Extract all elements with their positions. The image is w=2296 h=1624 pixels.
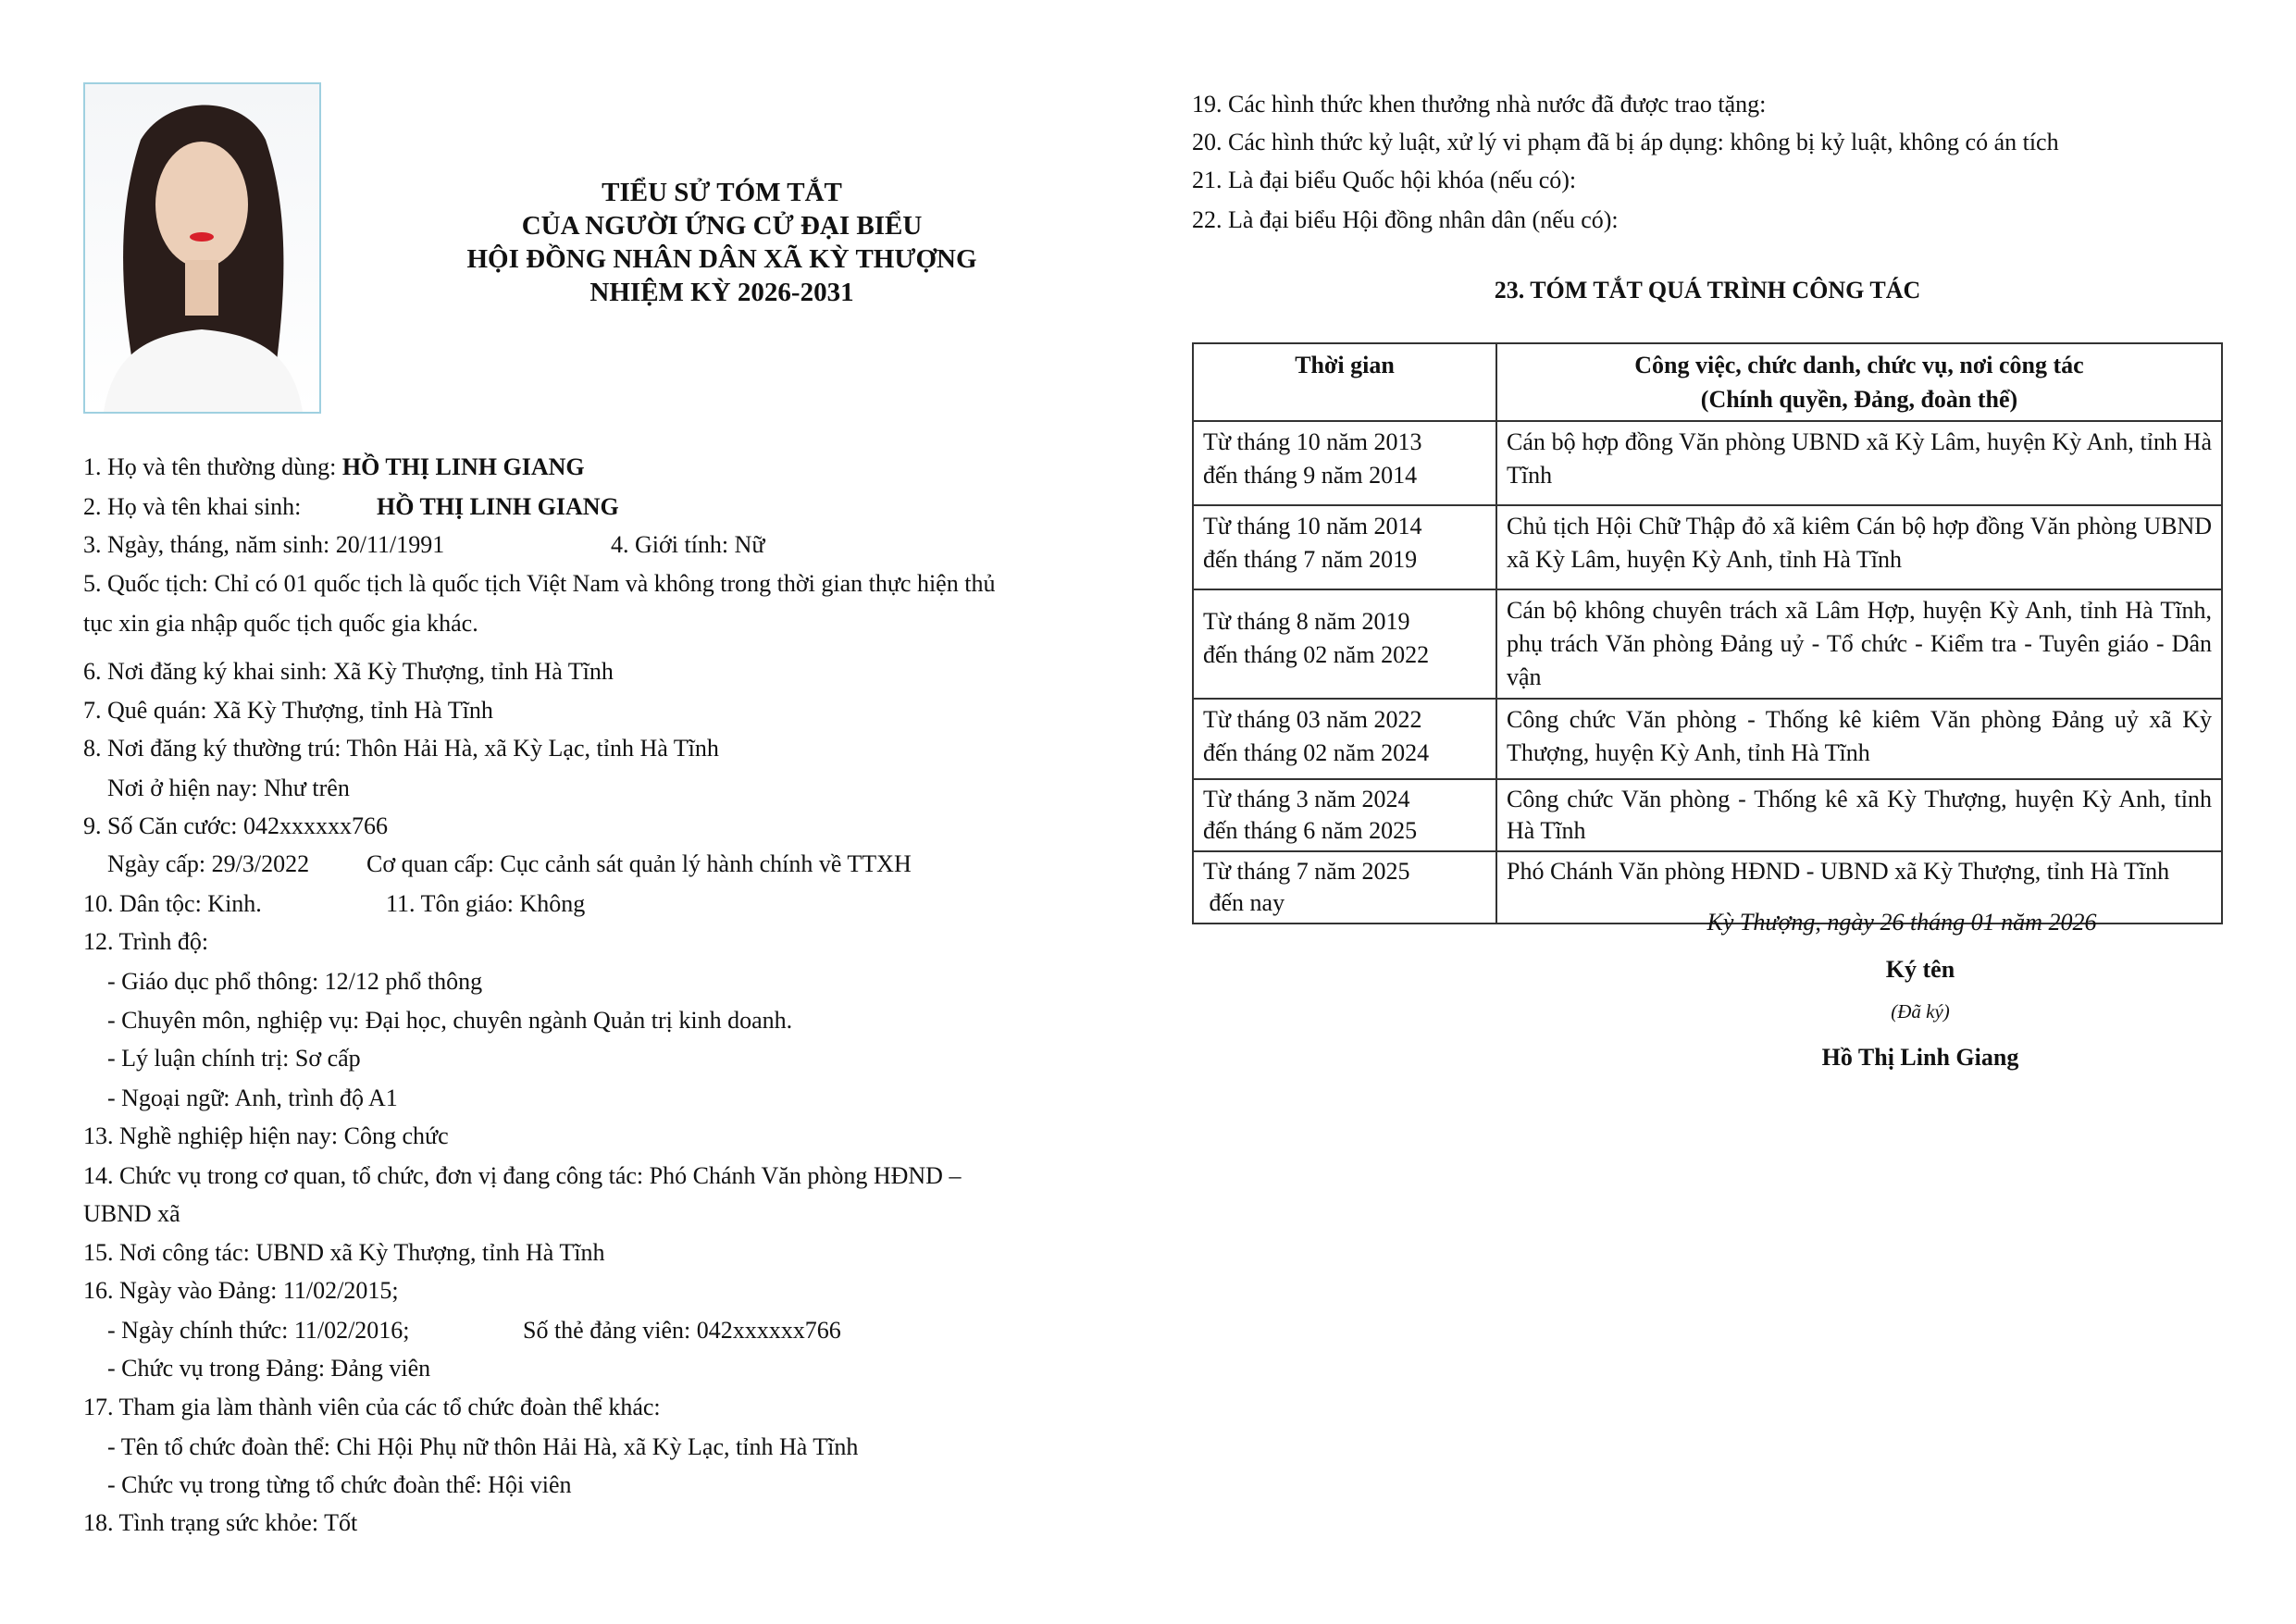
signer-name: Hồ Thị Linh Giang [1821, 1044, 2019, 1071]
header-work-line: Công việc, chức danh, chức vụ, nơi công tác [1634, 352, 2084, 378]
period [1193, 779, 1496, 851]
table-row [1193, 779, 2222, 851]
item-7: 7. Quê quán: Xã Kỳ Thượng, tỉnh Hà Tĩnh [83, 697, 493, 724]
item-12: 12. Trình độ: [83, 928, 209, 955]
table-row [1193, 421, 2222, 505]
period-to: đến tháng 7 năm 2019 [1203, 546, 1418, 573]
item-17b: - Chức vụ trong từng tổ chức đoàn thể: Hội viên [107, 1471, 572, 1498]
table-row [1193, 699, 2222, 779]
work: Công chức Văn phòng - Thống kê kiêm Văn phòng Đảng uỷ xã Kỳ Thượng, huyện Kỳ Anh, tỉnh Hà Tĩnh [1496, 699, 2222, 779]
period-from: Từ tháng 10 năm 2013 [1203, 428, 1422, 455]
item-16-card: Số thẻ đảng viên: 042xxxxxx766 [523, 1317, 841, 1344]
table-header-row [1193, 343, 2222, 421]
period [1193, 505, 1496, 589]
item-12a: - Giáo dục phổ thông: 12/12 phổ thông [107, 968, 483, 995]
item-16a: - Ngày chính thức: 11/02/2016; [107, 1317, 410, 1344]
work: Cán bộ hợp đồng Văn phòng UBND xã Kỳ Lâm, huyện Kỳ Anh, tỉnh Hà Tĩnh [1496, 421, 2222, 505]
title-line: HỘI ĐỒNG NHÂN DÂN XÃ KỲ THƯỢNG [466, 244, 977, 274]
item-12d: - Ngoại ngữ: Anh, trình độ A1 [107, 1085, 398, 1111]
period [1193, 851, 1496, 924]
header-work-line: (Chính quyền, Đảng, đoàn thể) [1700, 386, 2018, 413]
item-3: 3. Ngày, tháng, năm sinh: 20/11/1991 [83, 531, 445, 558]
title-line: NHIỆM KỲ 2026-2031 [590, 278, 854, 307]
header-period: Thời gian [1193, 343, 1496, 421]
item-21: 21. Là đại biểu Quốc hội khóa (nếu có): [1192, 167, 1577, 193]
candidate-photo [83, 82, 321, 414]
period-to: đến nay [1203, 889, 1285, 916]
item-15: 15. Nơi công tác: UBND xã Kỳ Thượng, tỉnh Hà Tĩnh [83, 1239, 605, 1266]
item-9-issuer: Cơ quan cấp: Cục cảnh sát quản lý hành chính về TTXH [366, 850, 912, 877]
sign-label: Ký tên [1885, 956, 1955, 983]
item-14: 14. Chức vụ trong cơ quan, tổ chức, đơn vị đang công tác: Phó Chánh Văn phòng HĐND – [83, 1162, 962, 1189]
period-to: đến tháng 02 năm 2024 [1203, 739, 1430, 766]
item-9-date: Ngày cấp: 29/3/2022 [107, 850, 310, 877]
title-line: CỦA NGƯỜI ỨNG CỬ ĐẠI BIỂU [521, 211, 923, 241]
period [1193, 589, 1496, 699]
table-row [1193, 505, 2222, 589]
label: 1. Họ và tên thường dùng: [83, 453, 337, 480]
work: Cán bộ không chuyên trách xã Lâm Hợp, huyện Kỳ Anh, tỉnh Hà Tĩnh, phụ trách Văn phòng Đảng uỷ - Tổ chức - Kiểm tra - Tuyên giáo - Dân vận [1496, 589, 2222, 699]
period-from: Từ tháng 7 năm 2025 [1203, 858, 1410, 885]
item-10: 10. Dân tộc: Kinh. [83, 890, 262, 917]
item-8: 8. Nơi đăng ký thường trú: Thôn Hải Hà, xã Kỳ Lạc, tỉnh Hà Tĩnh [83, 735, 719, 762]
period [1193, 699, 1496, 779]
period-from: Từ tháng 03 năm 2022 [1203, 706, 1422, 733]
period-from: Từ tháng 3 năm 2024 [1203, 786, 1410, 812]
item-13: 13. Nghề nghiệp hiện nay: Công chức [83, 1122, 449, 1149]
item-19: 19. Các hình thức khen thưởng nhà nước đã được trao tặng: [1192, 91, 1767, 118]
item-5: 5. Quốc tịch: Chỉ có 01 quốc tịch là quốc tịch Việt Nam và không trong thời gian thực hiện thủ [83, 570, 996, 597]
item-9: 9. Số Căn cước: 042xxxxxx766 [83, 812, 388, 839]
period-to: đến tháng 9 năm 2014 [1203, 462, 1418, 489]
item-17: 17. Tham gia làm thành viên của các tổ chức đoàn thể khác: [83, 1394, 661, 1420]
section-23-heading: 23. TÓM TẮT QUÁ TRÌNH CÔNG TÁC [1494, 277, 1921, 304]
item-22: 22. Là đại biểu Hội đồng nhân dân (nếu có): [1192, 206, 1619, 233]
signed-note: (Đã ký) [1891, 1000, 1950, 1023]
item-12b: - Chuyên môn, nghiệp vụ: Đại học, chuyên ngành Quản trị kinh doanh. [107, 1007, 793, 1034]
work: Công chức Văn phòng - Thống kê xã Kỳ Thượng, huyện Kỳ Anh, tỉnh Hà Tĩnh [1496, 779, 2222, 851]
item-14-cont: UBND xã [83, 1200, 180, 1227]
item-20: 20. Các hình thức kỷ luật, xử lý vi phạm đã bị áp dụng: không bị kỷ luật, không có án tích [1192, 129, 2059, 155]
period-from: Từ tháng 8 năm 2019 [1203, 608, 1410, 635]
period-from: Từ tháng 10 năm 2014 [1203, 513, 1422, 539]
item-8-current: Nơi ở hiện nay: Như trên [107, 775, 350, 801]
item-4: 4. Giới tính: Nữ [611, 531, 765, 558]
header-work [1496, 343, 2222, 421]
period [1193, 421, 1496, 505]
item-16c: - Chức vụ trong Đảng: Đảng viên [107, 1355, 431, 1382]
title-line: TIỂU SỬ TÓM TẮT [602, 178, 842, 207]
item-2: 2. Họ và tên khai sinh: [83, 493, 302, 520]
sign-date: Kỳ Thượng, ngày 26 tháng 01 năm 2026 [1706, 909, 2097, 936]
work: Phó Chánh Văn phòng HĐND - UBND xã Kỳ Thượng, tỉnh Hà Tĩnh [1496, 851, 2222, 924]
item-5-cont: tục xin gia nhập quốc tịch quốc gia khác. [83, 610, 478, 637]
work-history-table [1192, 342, 2223, 924]
work: Chủ tịch Hội Chữ Thập đỏ xã kiêm Cán bộ hợp đồng Văn phòng UBND xã Kỳ Lâm, huyện Kỳ Anh, tỉnh Hà Tĩnh [1496, 505, 2222, 589]
item-12c: - Lý luận chính trị: Sơ cấp [107, 1045, 361, 1072]
item-1 [83, 452, 585, 482]
period-to: đến tháng 6 năm 2025 [1203, 817, 1418, 844]
item-11: 11. Tôn giáo: Không [386, 890, 586, 917]
item-17a: - Tên tổ chức đoàn thể: Chi Hội Phụ nữ thôn Hải Hà, xã Kỳ Lạc, tỉnh Hà Tĩnh [107, 1433, 859, 1460]
item-16: 16. Ngày vào Đảng: 11/02/2015; [83, 1277, 399, 1304]
item-18: 18. Tình trạng sức khỏe: Tốt [83, 1509, 358, 1536]
birth-name: HỒ THỊ LINH GIANG [377, 493, 619, 520]
table-row [1193, 589, 2222, 699]
item-6: 6. Nơi đăng ký khai sinh: Xã Kỳ Thượng, tỉnh Hà Tĩnh [83, 658, 614, 685]
period-to: đến tháng 02 năm 2022 [1203, 641, 1430, 668]
full-name: HỒ THỊ LINH GIANG [336, 453, 585, 480]
